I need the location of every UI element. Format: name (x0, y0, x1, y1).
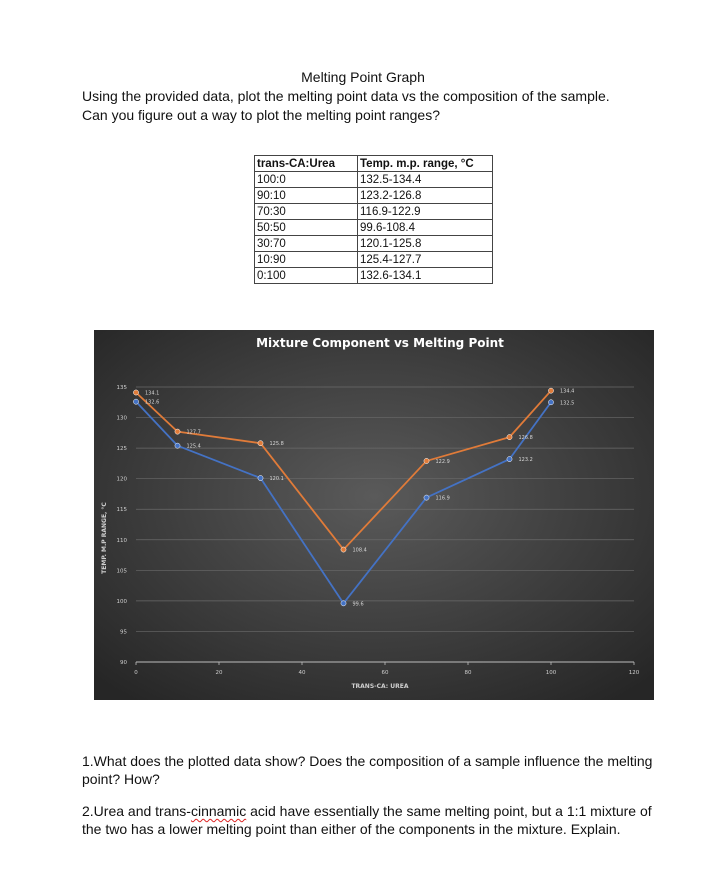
data-point-lower (133, 399, 138, 404)
data-label-lower: 132.6 (145, 399, 160, 406)
y-tick-label: 105 (116, 568, 127, 575)
table-row (255, 268, 493, 284)
composition-cell: 30:70 (255, 236, 358, 252)
data-point-lower (258, 475, 263, 480)
column-header-composition: trans-CA:Urea (255, 156, 358, 172)
data-point-upper (424, 458, 429, 463)
data-point-lower (548, 400, 553, 405)
data-label-upper: 122.9 (435, 458, 450, 465)
temperature-cell: 132.6-134.1 (358, 268, 493, 284)
composition-cell: 10:90 (255, 252, 358, 268)
data-label-lower: 116.9 (435, 495, 450, 502)
x-tick-label: 0 (134, 670, 138, 676)
x-tick-label: 100 (545, 670, 557, 676)
y-tick-label: 125 (116, 446, 127, 453)
table-header-row (255, 156, 493, 172)
data-label-upper: 134.1 (145, 390, 160, 397)
x-tick-label: 80 (464, 670, 472, 676)
y-tick-label: 95 (120, 629, 127, 636)
table-row (255, 252, 493, 268)
data-label-upper: 108.4 (352, 547, 367, 554)
data-point-lower (175, 443, 180, 448)
y-tick-label: 120 (116, 476, 127, 483)
x-tick-label: 60 (381, 670, 389, 676)
data-label-upper: 126.8 (518, 435, 533, 442)
table-row (255, 172, 493, 188)
temperature-cell: 120.1-125.8 (358, 236, 493, 252)
y-tick-label: 135 (116, 385, 127, 391)
data-point-lower (424, 495, 429, 500)
melting-point-table (254, 155, 493, 284)
chart-svg (94, 330, 654, 700)
question-2-end: acid have essentially the same melting point, but a 1:1 mixture of the two has a lower melting point than either of the components in the mixture. Explain. (82, 803, 652, 837)
chart-title: Mixture Component vs Melting Point (256, 336, 504, 350)
chart-background (94, 330, 654, 700)
table-row (255, 236, 493, 252)
table-row (255, 204, 493, 220)
y-tick-label: 130 (116, 415, 127, 422)
temperature-cell: 125.4-127.7 (358, 252, 493, 268)
melting-point-chart (94, 330, 654, 700)
page-title: Melting Point Graph (301, 69, 425, 85)
question-1: 1.What does the plotted data show? Does the composition of a sample influence the melting point? How? (82, 753, 653, 787)
data-label-lower: 120.1 (269, 476, 284, 483)
x-tick-label: 120 (628, 670, 640, 676)
instruction-line-1: Using the provided data, plot the melting point data vs the composition of the sample. (82, 88, 610, 104)
temperature-cell: 132.5-134.4 (358, 172, 493, 188)
temperature-cell: 116.9-122.9 (358, 204, 493, 220)
data-point-upper (548, 388, 553, 393)
data-label-lower: 123.2 (518, 457, 533, 464)
questions (82, 752, 672, 852)
question-2 (82, 802, 672, 838)
instructions (82, 87, 682, 125)
y-tick-label: 100 (116, 598, 127, 605)
data-label-upper: 125.8 (269, 441, 284, 448)
instruction-line-2: Can you figure out a way to plot the melting point ranges? (82, 107, 440, 123)
composition-cell: 90:10 (255, 188, 358, 204)
data-point-upper (133, 390, 138, 395)
table-row (255, 188, 493, 204)
x-tick-label: 20 (215, 670, 223, 676)
x-tick-label: 40 (298, 670, 306, 676)
y-tick-label: 110 (116, 537, 127, 544)
column-header-temperature: Temp. m.p. range, °C (358, 156, 493, 172)
data-label-upper: 127.7 (186, 429, 201, 436)
composition-cell: 70:30 (255, 204, 358, 220)
composition-cell: 50:50 (255, 220, 358, 236)
spellcheck-word: cinnamic (190, 803, 247, 819)
y-axis-label: TEMP. M.P RANGE, °C (101, 502, 108, 574)
composition-cell: 0:100 (255, 268, 358, 284)
data-point-upper (507, 435, 512, 440)
data-label-upper: 134.4 (560, 388, 575, 395)
data-point-lower (341, 601, 346, 606)
data-point-upper (258, 441, 263, 446)
temperature-cell: 99.6-108.4 (358, 220, 493, 236)
data-label-lower: 125.4 (186, 443, 201, 450)
data-point-upper (341, 547, 346, 552)
y-tick-label: 90 (120, 660, 127, 666)
y-tick-label: 115 (116, 507, 127, 514)
table-row (255, 220, 493, 236)
question-2-start: 2.Urea and trans- (82, 803, 191, 819)
temperature-cell: 123.2-126.8 (358, 188, 493, 204)
x-axis-label: TRANS-CA: UREA (351, 683, 409, 690)
data-label-lower: 99.6 (352, 601, 364, 608)
data-label-lower: 132.5 (560, 400, 575, 407)
data-point-upper (175, 429, 180, 434)
composition-cell: 100:0 (255, 172, 358, 188)
data-point-lower (507, 457, 512, 462)
